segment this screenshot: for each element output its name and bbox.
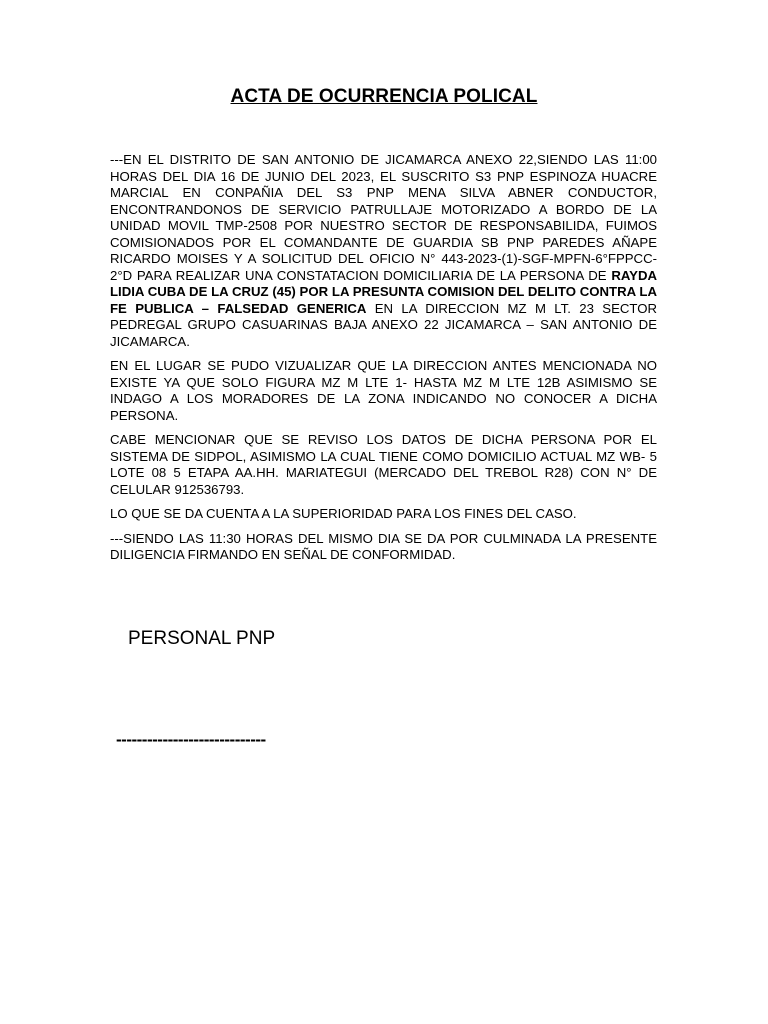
paragraph-1 [110,152,657,350]
paragraph-5: ---SIENDO LAS 11:30 HORAS DEL MISMO DIA SE DA POR CULMINADA LA PRESENTE DILIGENCIA FIRMANDO EN SEÑAL DE CONFORMIDAD. [110,530,657,562]
paragraph-3: CABE MENCIONAR QUE SE REVISO LOS DATOS DE DICHA PERSONA POR EL SISTEMA DE SIDPOL, ASIMISMO LA CUAL TIENE COMO DOMICILIO ACTUAL MZ WB- 5 LOTE 08 5 ETAPA AA.HH. MARIATEGUI (MERCADO DEL TREBOL R28) CON N° DE CELULAR 912536793. [110,432,657,497]
paragraph-1-text-start: ---EN EL DISTRITO DE SAN ANTONIO DE JICAMARCA ANEXO 22,SIENDO LAS 11:00 HORAS DEL DIA 16 DE JUNIO DEL 2023, EL SUSCRITO S3 PNP ESPINOZA HUACRE MARCIAL EN CONPAÑIA DEL S3 PNP MENA SILVA ABNER CONDUCTOR, ENCONTRANDONOS DE SERVICIO PATRULLAJE MOTORIZADO A BORDO DE LA UNIDAD MOVIL TMP-2508 POR NUESTRO SECTOR DE RESPONSABILIDA, FUIMOS COMISIONADOS POR EL COMANDANTE DE GUARDIA SB PNP PAREDES AÑAPE RICARDO MOISES Y A SOLICITUD DEL OFICIO N° 443-2023-(1)-SGF-MPFN-6°FPPCC-2°D PARA REALIZAR UNA CONSTATACION DOMICILIARIA DE LA PERSONA DE [110,152,657,283]
document-title: ACTA DE OCURRENCIA POLICAL [230,86,538,107]
paragraph-4: LO QUE SE DA CUENTA A LA SUPERIORIDAD PARA LOS FINES DEL CASO. [110,506,577,521]
signature-heading: PERSONAL PNP [128,628,276,649]
paragraph-1-bold-subject: RAYDA LIDIA CUBA DE LA CRUZ (45) POR LA PRESUNTA COMISION DEL DELITO CONTRA LA FE PUBLICA – FALSEDAD GENERICA [110,267,657,316]
document-body [110,152,657,572]
signature-line: ----------------------------- [116,730,266,749]
paragraph-1-text-end: EN LA DIRECCION MZ M LT. 23 SECTOR PEDREGAL GRUPO CASUARINAS BAJA ANEXO 22 JICAMARCA – SAN ANTONIO DE JICAMARCA. [110,300,657,349]
paragraph-2: EN EL LUGAR SE PUDO VIZUALIZAR QUE LA DIRECCION ANTES MENCIONADA NO EXISTE YA QUE SOLO FIGURA MZ M LTE 1- HASTA MZ M LTE 12B ASIMISMO SE INDAGO A LOS MORADORES DE LA ZONA INDICANDO NO CONOCER A DICHA PERSONA. [110,358,657,423]
